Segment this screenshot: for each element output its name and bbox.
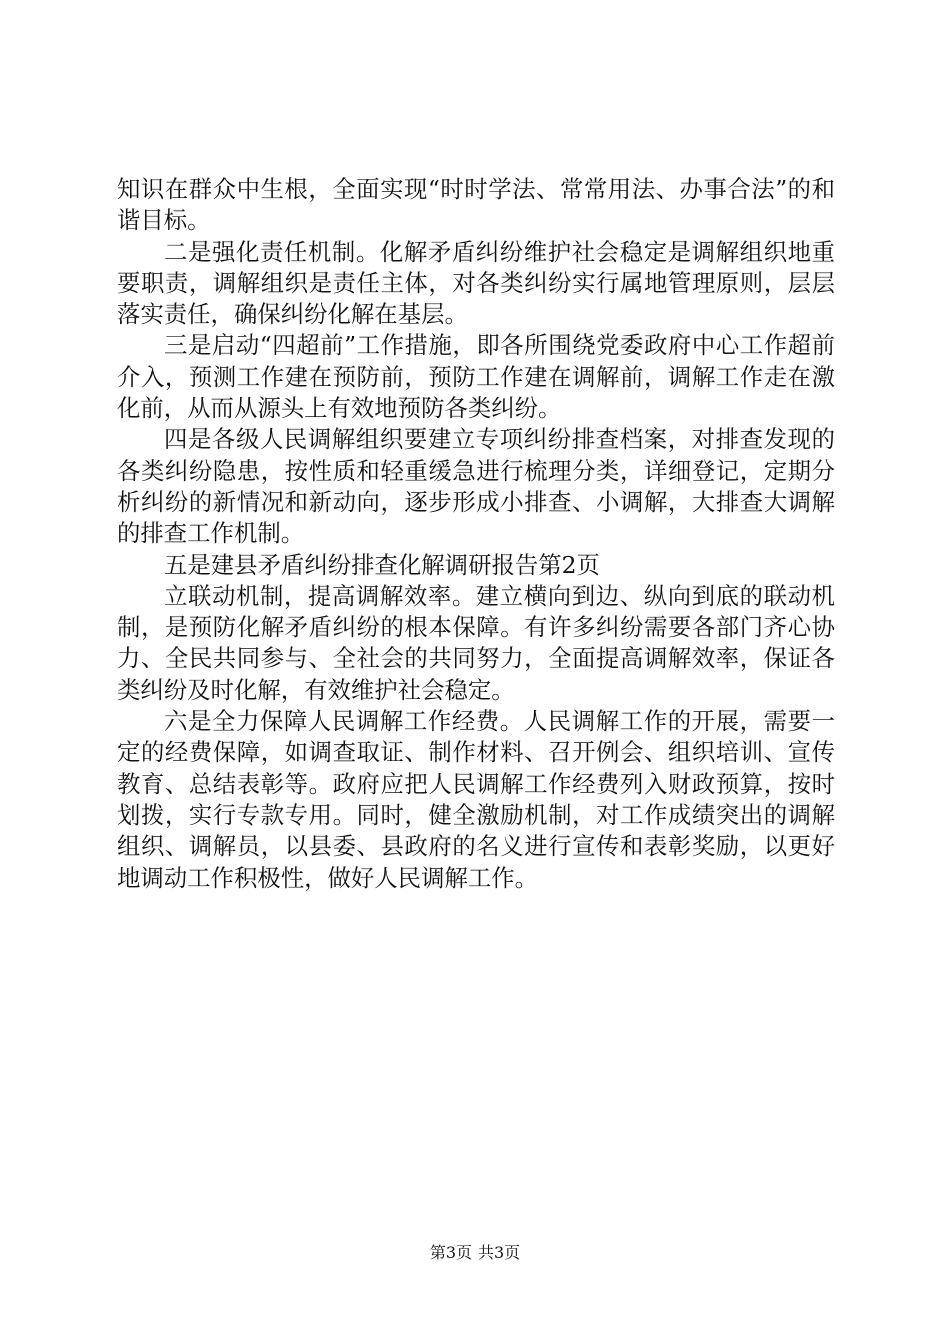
- paragraph-3: 三是启动“四超前”工作措施，即各所围绕党委政府中心工作超前介入，预测工作建在预防前，预防工作建在调解前，调解工作走在激化前，从而从源头上有效地预防各类纠纷。: [117, 331, 835, 423]
- page-total: 共3页: [478, 1243, 521, 1262]
- paragraph-5: 五是建县矛盾纠纷排查化解调研报告第2页: [164, 550, 600, 579]
- page-number: 第3页: [429, 1243, 472, 1262]
- document-body: [117, 174, 835, 894]
- paragraph-6: 立联动机制，提高调解效率。建立横向到边、纵向到底的联动机制，是预防化解矛盾纠纷的根本保障。有许多纠纷需要各部门齐心协力、全民共同参与、全社会的共同努力，全面提高调解效率，保证各类纠纷及时化解，有效维护社会稳定。: [117, 581, 835, 704]
- paragraph-2: 二是强化责任机制。化解矛盾纠纷维护社会稳定是调解组织地重要职责，调解组织是责任主体，对各类纠纷实行属地管理原则，层层落实责任，确保纠纷化解在基层。: [117, 237, 835, 329]
- page-footer: [0, 1243, 950, 1263]
- paragraph-4: 四是各级人民调解组织要建立专项纠纷排查档案，对排查发现的各类纠纷隐患，按性质和轻重缓急进行梳理分类，详细登记，定期分析纠纷的新情况和新动向，逐步形成小排查、小调解，大排查大调解的排查工作机制。: [117, 425, 835, 548]
- paragraph-1: 知识在群众中生根，全面实现“时时学法、常常用法、办事合法”的和谐目标。: [117, 175, 835, 235]
- paragraph-7: 六是全力保障人民调解工作经费。人民调解工作的开展，需要一定的经费保障，如调查取证、制作材料、召开例会、组织培训、宣传教育、总结表彰等。政府应把人民调解工作经费列入财政预算，按时划拨，实行专款专用。同时，健全激励机制，对工作成绩突出的调解组织、调解员，以县委、县政府的名义进行宣传和表彰奖励，以更好地调动工作积极性，做好人民调解工作。: [117, 707, 835, 892]
